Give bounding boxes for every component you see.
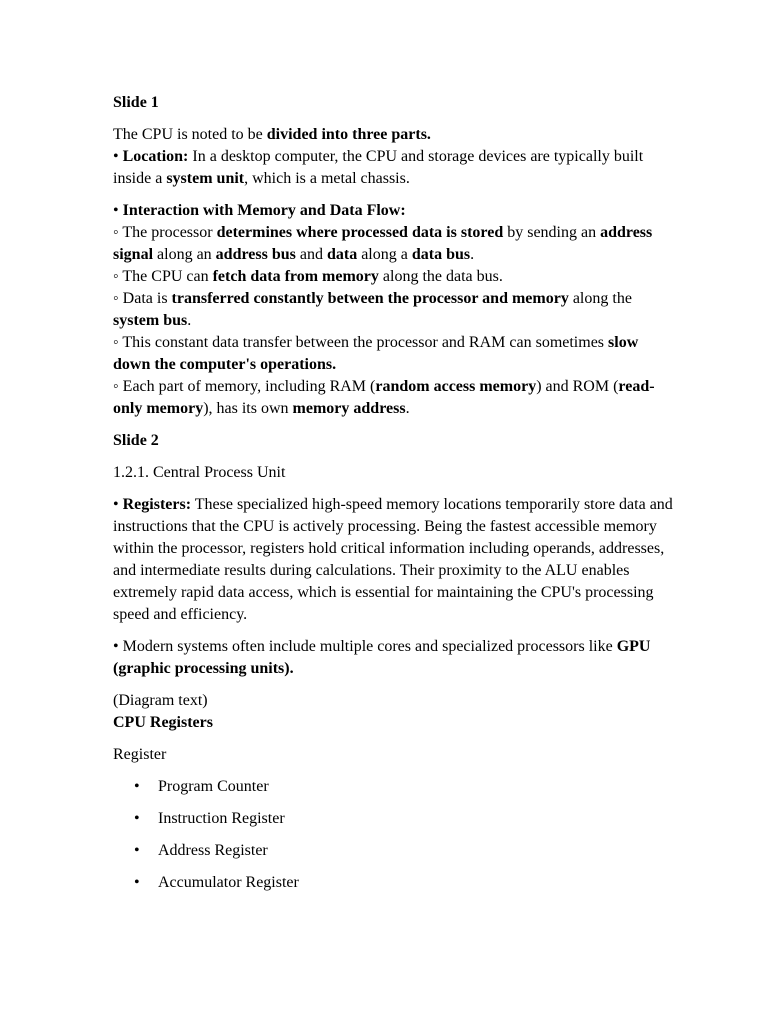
- text-run: ), has its own: [203, 400, 293, 417]
- bold-run: address signal: [113, 224, 653, 263]
- register-list: [113, 776, 673, 894]
- list-item: [113, 776, 673, 798]
- list-item: [113, 840, 673, 862]
- modern-text: Modern systems often include multiple cores and specialized processors like: [122, 638, 617, 655]
- text-run: This constant data transfer between the processor and RAM can sometimes: [122, 334, 609, 351]
- list-item: [113, 808, 673, 830]
- text-run: The CPU can: [122, 268, 213, 285]
- bullet-glyph: •: [134, 778, 140, 795]
- location-text-2: , which is a metal chassis.: [244, 170, 410, 187]
- sub-bullet-4: [113, 332, 673, 376]
- sub-bullet-glyph: ◦: [113, 268, 123, 285]
- intro-text: The CPU is noted to be: [113, 126, 267, 143]
- registers-label: Registers:: [122, 496, 192, 513]
- bold-run: fetch data from memory: [212, 268, 379, 285]
- registers-paragraph: [113, 494, 673, 626]
- bold-run: slow down the computer's operations.: [113, 334, 639, 373]
- document-page: [113, 92, 673, 904]
- location-label: Location:: [122, 148, 189, 165]
- text-run: .: [405, 400, 410, 417]
- bullet-glyph: •: [113, 202, 123, 219]
- list-item-text: Instruction Register: [158, 810, 285, 827]
- text-run: Data is: [122, 290, 172, 307]
- modern-systems-paragraph: [113, 636, 673, 680]
- diagram-title-bold: CPU Registers: [113, 714, 213, 731]
- interaction-heading: [113, 200, 673, 222]
- bold-run: address bus: [215, 246, 296, 263]
- list-item-text: Accumulator Register: [158, 874, 299, 891]
- bullet-glyph: •: [134, 842, 140, 859]
- list-item-text: Program Counter: [158, 778, 269, 795]
- text-run: and: [295, 246, 327, 263]
- sub-bullet-glyph: ◦: [113, 334, 123, 351]
- sub-bullet-2: [113, 266, 673, 288]
- list-item: [113, 872, 673, 894]
- text-run: along a: [357, 246, 412, 263]
- slide-2-heading: Slide 2: [113, 432, 159, 449]
- interaction-label: Interaction with Memory and Data Flow:: [122, 202, 406, 219]
- text-run: by sending an: [503, 224, 601, 241]
- sub-bullet-glyph: ◦: [113, 290, 123, 307]
- sub-bullet-1: [113, 222, 673, 266]
- bold-run: memory address: [292, 400, 406, 417]
- bold-run: random access memory: [375, 378, 537, 395]
- bold-run: transferred constantly between the processor and memory: [171, 290, 569, 307]
- sub-bullet-glyph: ◦: [113, 224, 123, 241]
- section-title: 1.2.1. Central Process Unit: [113, 464, 286, 481]
- bullet-glyph: •: [113, 638, 123, 655]
- text-run: ) and ROM (: [536, 378, 619, 395]
- bullet-glyph: •: [134, 810, 140, 827]
- bold-run: system bus: [113, 312, 188, 329]
- text-run: The processor: [122, 224, 217, 241]
- intro-bold: divided into three parts.: [266, 126, 431, 143]
- diagram-title: [113, 712, 673, 734]
- slide-1-heading: Slide 1: [113, 94, 159, 111]
- bold-run: read-only memory: [113, 378, 655, 417]
- location-text-1: In a desktop computer, the CPU and storage devices are typically built inside a: [113, 148, 644, 187]
- bold-run: determines where processed data is stored: [216, 224, 504, 241]
- location-bold-1: system unit: [166, 170, 245, 187]
- location-paragraph: [113, 146, 673, 190]
- modern-bold: GPU (graphic processing units).: [113, 638, 651, 677]
- register-label: Register: [113, 746, 167, 763]
- sub-bullet-glyph: ◦: [113, 378, 123, 395]
- slide-1-intro: [113, 124, 673, 146]
- registers-text: These specialized high-speed memory locations temporarily store data and instructions that the CPU is actively processing. Being the fastest accessible memory within the processor, registers hold critical information including operands, addresses, and intermediate results during calculations. Their proximity to the ALU enables extremely rapid data access, which is essential for maintaining the CPU's processing speed and efficiency.: [113, 496, 673, 623]
- text-run: along the: [568, 290, 632, 307]
- text-run: along the data bus.: [378, 268, 503, 285]
- text-run: .: [187, 312, 192, 329]
- sub-bullet-3: [113, 288, 673, 332]
- bold-run: data bus: [411, 246, 471, 263]
- bullet-glyph: •: [113, 496, 123, 513]
- text-run: Each part of memory, including RAM (: [122, 378, 376, 395]
- text-run: .: [470, 246, 475, 263]
- bullet-glyph: •: [113, 148, 123, 165]
- bullet-glyph: •: [134, 874, 140, 891]
- diagram-note: (Diagram text): [113, 692, 208, 709]
- bold-run: data: [326, 246, 358, 263]
- text-run: along an: [153, 246, 216, 263]
- list-item-text: Address Register: [158, 842, 268, 859]
- sub-bullet-5: [113, 376, 673, 420]
